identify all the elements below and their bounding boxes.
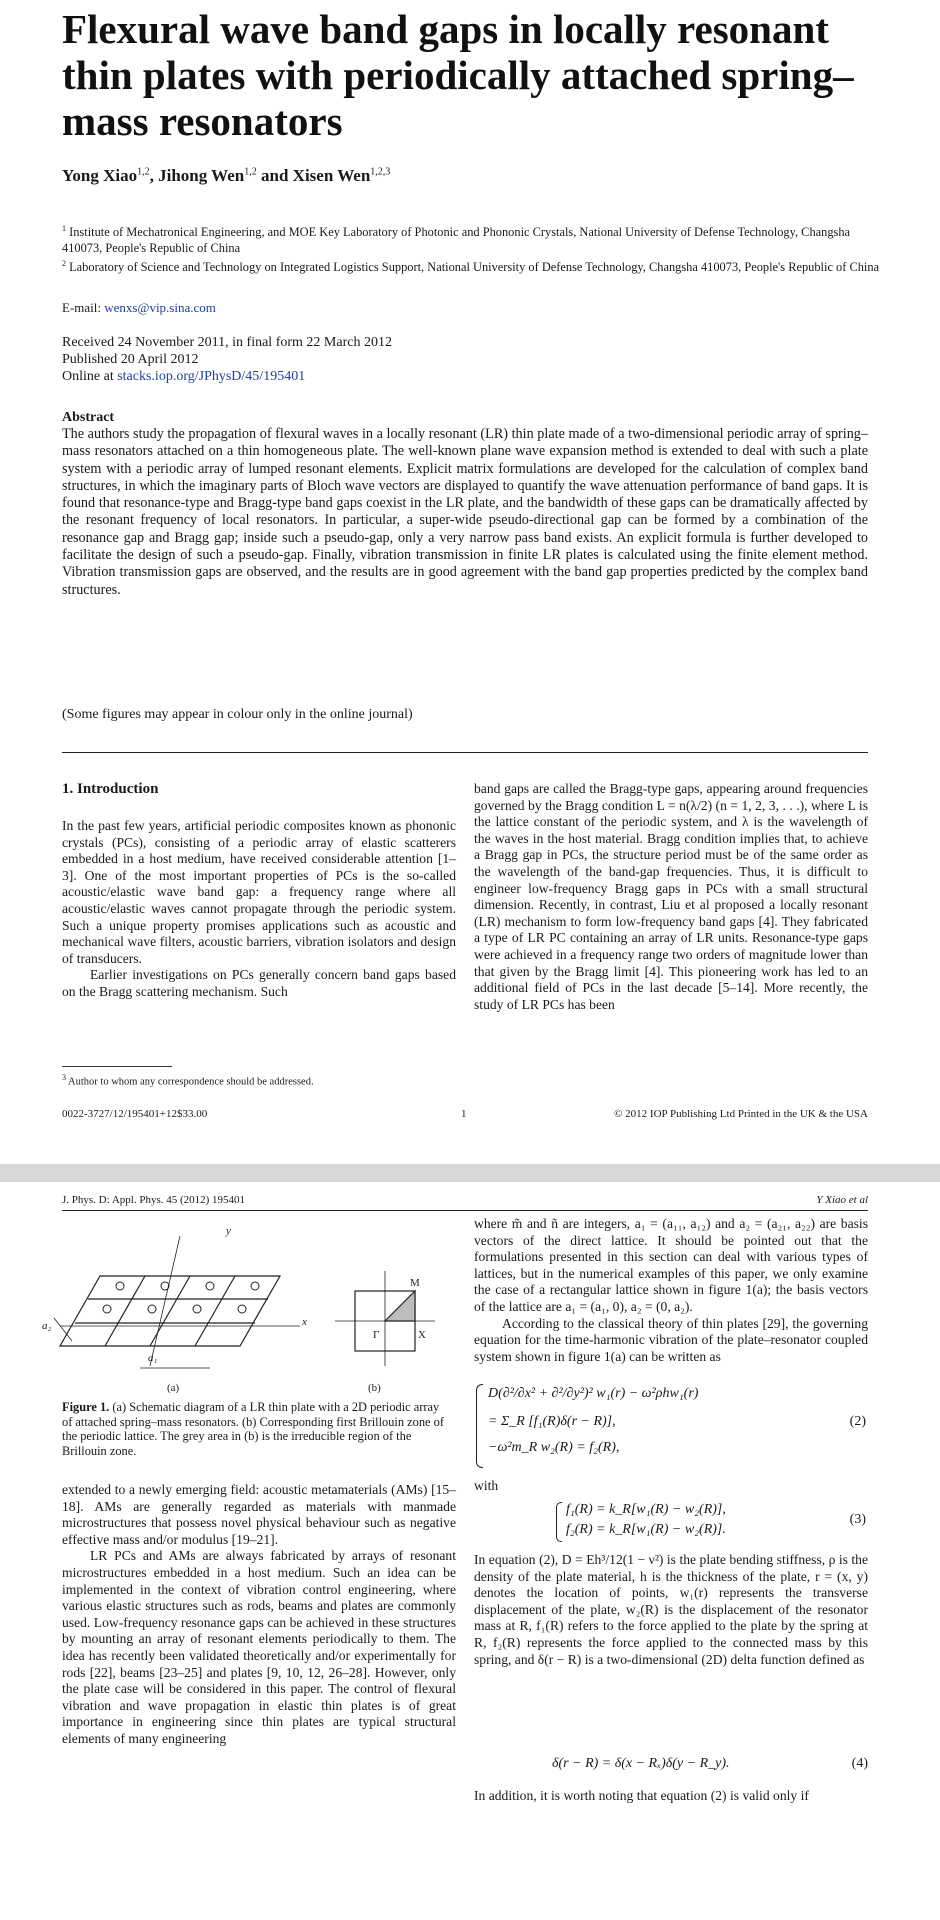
author-and: and — [256, 166, 293, 185]
affiliation — [62, 256, 882, 276]
abstract-note: (Some figures may appear in colour only in the online journal) — [62, 707, 413, 722]
running-head-rule — [62, 1210, 868, 1211]
eq2-line-1: D(∂²/∂x² + ∂²/∂y²)² w₁(r) − ω²ρhw₁(r) — [488, 1386, 699, 1401]
affil-text: Laboratory of Science and Technology on Integrated Logistics Support, National University of Defense Technology, Changsha 410073, People's Republic of China — [69, 260, 880, 275]
equation-brace — [556, 1502, 562, 1542]
online-link[interactable]: stacks.iop.org/JPhysD/45/195401 — [117, 369, 306, 384]
online-label: Online at — [62, 369, 118, 384]
page2-right-column-3 — [474, 1788, 868, 1805]
label-b: (b) — [368, 1382, 381, 1394]
abstract-text: The authors study the propagation of flexural waves in a locally resonant (LR) thin plate made of a two-dimensional periodic array of spring–mass resonators attached on a thin homogeneous plate. The well-known plane wave expansion method is extended to deal with such a plate system with a periodic array of lumped resonant elements. Explicit matrix formulations are developed for the calculation of complex band structures, in which the imaginary parts of Bloch wave vectors are displayed to quantify the wave attenuation performance of band gaps. It is found that resonance-type and Bragg-type band gaps coexist in the LR plate, and the bandwidth of these gaps can be dramatically affected by the resonant frequency of local resonators. In particular, a super-wide pseudo-directional gap can be formed by a combination of the resonance gap and Bragg gap; inside such a pseudo-gap, only a very narrow pass band exists. An explicit formula is further developed to facilitate the design of such a pseudo-gap. Finally, vibration transmission in finite LR plates is calculated using the finite element method. Vibration transmission gaps are observed, and the results are in good agreement with the band gap properties predicted by the complex band structures. — [62, 426, 868, 598]
equation-brace — [476, 1384, 483, 1468]
paragraph: In equation (2), D = Eh³/12(1 − ν²) is the plate bending stiffness, ρ is the density of the plate material, h is the thickness of the plate, r = (x, y) denotes the location of points, w₁(r) represents the transverse displacement of the plate, w₂(R) is the displacement of the resonator mass at R, f₁(R) refers to the force applied to the plate by the spring at R, f₂(R) represents the force applied to the connected mass by this spring, and δ(r − R) is a two-dimensional (2D) delta function defined as — [474, 1552, 868, 1667]
eq3-number: (3) — [849, 1512, 866, 1527]
affiliation — [62, 221, 882, 256]
author-affil-sup: 1,2 — [137, 166, 150, 178]
author-name: Xisen Wen — [292, 166, 371, 185]
figure-1 — [40, 1216, 460, 1396]
page2-right-column-2 — [474, 1552, 868, 1668]
irreducible-zone — [385, 1291, 415, 1321]
page2-right-column — [474, 1216, 868, 1365]
eq2-number: (2) — [849, 1414, 866, 1429]
label-x: x — [302, 1316, 307, 1328]
footnote — [62, 1073, 314, 1088]
lattice-plate-diagram — [54, 1236, 435, 1368]
intro-left-column — [62, 818, 456, 1001]
label-a1: a₁ — [148, 1352, 158, 1364]
resonator-mass — [251, 1282, 259, 1290]
label-M: M — [410, 1277, 420, 1289]
paragraph: In the past few years, artificial periodic composites known as phononic crystals (PCs), consisting of a periodic array of elastic scatterers embedded in a host medium, have received considerable attention [1–3]. One of the most important properties of PCs is the so-called acoustic/elastic wave band gap: a frequency range where all acoustic/elastic waves cannot propagate through the periodic system. Such a unique property promises applications such as acoustic and mechanical wave filters, acoustic barriers, vibration isolators and design of transducers. — [62, 818, 456, 966]
figure-labels — [42, 1225, 426, 1394]
running-head-author: Y Xiao et al — [816, 1194, 868, 1206]
footer-doi: 0022-3727/12/195401+12$33.00 — [62, 1108, 208, 1120]
affiliations — [62, 221, 882, 276]
abstract-heading: Abstract — [62, 410, 115, 425]
author-list — [62, 166, 390, 186]
running-head-journal: J. Phys. D: Appl. Phys. 45 (2012) 195401 — [62, 1194, 246, 1206]
figure-caption — [62, 1400, 452, 1458]
affil-sup: 1 — [62, 224, 66, 233]
equation-2 — [474, 1378, 868, 1474]
affil-text: Institute of Mechatronical Engineering, and MOE Key Laboratory of Photonic and Phononic Crystals, National University of Defense Technology, Changsha 410073, People's Republic of China — [62, 225, 851, 255]
resonator-mass — [238, 1305, 246, 1313]
label-y: y — [226, 1225, 231, 1237]
online-line — [62, 368, 392, 385]
publication-dates — [62, 334, 392, 385]
footer-page-number: 1 — [461, 1108, 467, 1120]
footnote-rule — [62, 1066, 172, 1067]
paragraph: Earlier investigations on PCs generally concern band gaps based on the Bragg scattering mechanism. Such — [62, 967, 456, 999]
brillouin-zone — [335, 1271, 435, 1366]
author-affil-sup: 1,2 — [244, 166, 257, 178]
eq4: δ(r − R) = δ(x − Rₓ)δ(y − R_y). — [552, 1756, 730, 1771]
eq4-number: (4) — [851, 1756, 868, 1771]
paragraph: In addition, it is worth noting that equation (2) is valid only if — [474, 1788, 809, 1803]
published-date: Published 20 April 2012 — [62, 352, 199, 367]
page2-left-column — [62, 1482, 456, 1748]
section-heading: 1. Introduction — [62, 781, 159, 797]
page-2 — [0, 1182, 940, 1920]
figure-caption-text: (a) Schematic diagram of a LR thin plate with a 2D periodic array of attached spring–mass resonators. (b) Corresponding first Brillouin zone of the periodic lattice. The grey area in (b) is the irreducible region of the Brillouin zone. — [62, 1400, 444, 1458]
label-Gamma: Γ — [373, 1329, 380, 1341]
footer-copyright: © 2012 IOP Publishing Ltd Printed in the UK & the USA — [614, 1108, 868, 1120]
label-X: X — [418, 1329, 426, 1341]
eq2-line-3: −ω²m_R w₂(R) = f₂(R), — [488, 1440, 620, 1455]
footnote-sup: 3 — [62, 1073, 66, 1082]
footnote-text: Author to whom any correspondence should be addressed. — [68, 1076, 314, 1088]
figure-caption-label: Figure 1. — [62, 1400, 110, 1414]
resonator-mass — [193, 1305, 201, 1313]
label-a: (a) — [167, 1382, 180, 1394]
section-divider — [62, 752, 868, 753]
resonator-mass — [103, 1305, 111, 1313]
paragraph: where m̃ and ñ are integers, a₁ = (a₁₁, a₁₂) and a₂ = (a₂₁, a₂₂) are basis vectors of the direct lattice. It should be pointed out that the formulations presented in this section can deal with various types of lattices, but in the numerical examples of this paper, we only examine the case of a rectangular lattice shown in figure 1(a); the basis vectors of the lattice are a₁ = (a₁, 0), a₂ = (0, a₂). — [474, 1216, 868, 1314]
resonator-mass — [148, 1305, 156, 1313]
with-text: with — [474, 1478, 499, 1493]
email-link[interactable]: wenxs@vip.sina.com — [104, 300, 216, 315]
paragraph: LR PCs and AMs are always fabricated by arrays of resonant microstructures embedded in a host medium. Such an idea can be implemented in the context of vibration control engineering, where various elastic structures such as rods, beams and plates are commonly used. Low-frequency resonance gaps can be achieved in these structures by mounting an array of resonant elements periodically to them. The idea has recently been validated theoretically and/or experimentally for rods [22], beams [23–25] and plates [9, 10, 12, 26–28]. However, only the plate case will be considered in this paper. The control of flexural vibration and wave propagation in elastic thin plates is of great importance in engineering since thin plates are typical structural elements of many engineering — [62, 1548, 456, 1746]
label-a2: a₂ — [42, 1320, 52, 1332]
eq2-line-2: = Σ_R [f₁(R)δ(r − R)], — [488, 1414, 616, 1429]
affil-sup: 2 — [62, 259, 66, 269]
eq3-line-2: f₂(R) = k_R[w₁(R) − w₂(R)]. — [566, 1522, 726, 1537]
paragraph: extended to a newly emerging field: acoustic metamaterials (AMs) [15–18]. AMs are generally regarded as materials with manmade microstructures that possess novel physical behaviour such as negative effective mass and/or modulus [19–21]. — [62, 1482, 456, 1547]
author-name: Yong Xiao — [62, 166, 138, 185]
paragraph: According to the classical theory of thin plates [29], the governing equation for the time-harmonic vibration of the plate–resonator coupled system shown in figure 1(a) can be written as — [474, 1315, 868, 1364]
resonator-mass — [116, 1282, 124, 1290]
paper-title: Flexural wave band gaps in locally resonant thin plates with periodically attached spring–mass resonators — [62, 6, 854, 144]
author-name: Jihong Wen — [158, 166, 245, 185]
eq3-line-1: f₁(R) = k_R[w₁(R) − w₂(R)], — [566, 1502, 726, 1517]
equation-3 — [474, 1500, 868, 1544]
email-label: E-mail: — [62, 300, 105, 315]
email-line — [62, 300, 216, 316]
received-date: Received 24 November 2011, in final form 22 March 2012 — [62, 335, 392, 350]
author-separator: , — [149, 166, 159, 185]
intro-right-column — [474, 781, 868, 1013]
paragraph: band gaps are called the Bragg-type gaps, appearing around frequencies governed by the Bragg condition L = n(λ/2) (n = 1, 2, 3, . . .), where L is the lattice constant of the periodic system, and λ is the wavelength of the waves in the host material. Bragg condition implies that, to achieve a Bragg gap in PCs, the structure period must be of the same order as the wavelength of the band-gap frequencies. Thus, it is difficult to engineer low-frequency Bragg gaps in PCs with a small structural dimension. Recently, in contrast, Liu et al proposed a locally resonant (LR) mechanism to form low-frequency band gaps [4]. They fabricated a type of LR PC containing an array of LR units. Resonance-type gaps were achieved in a frequency range two orders of magnitude lower than that given by the Bragg limit [4]. This pioneering work has led to an additional field of PCs in the last decade [5–14]. More recently, the study of LR PCs has been — [474, 781, 868, 1012]
resonator-mass — [161, 1282, 169, 1290]
author-affil-sup: 1,2,3 — [370, 166, 391, 178]
resonator-mass — [206, 1282, 214, 1290]
